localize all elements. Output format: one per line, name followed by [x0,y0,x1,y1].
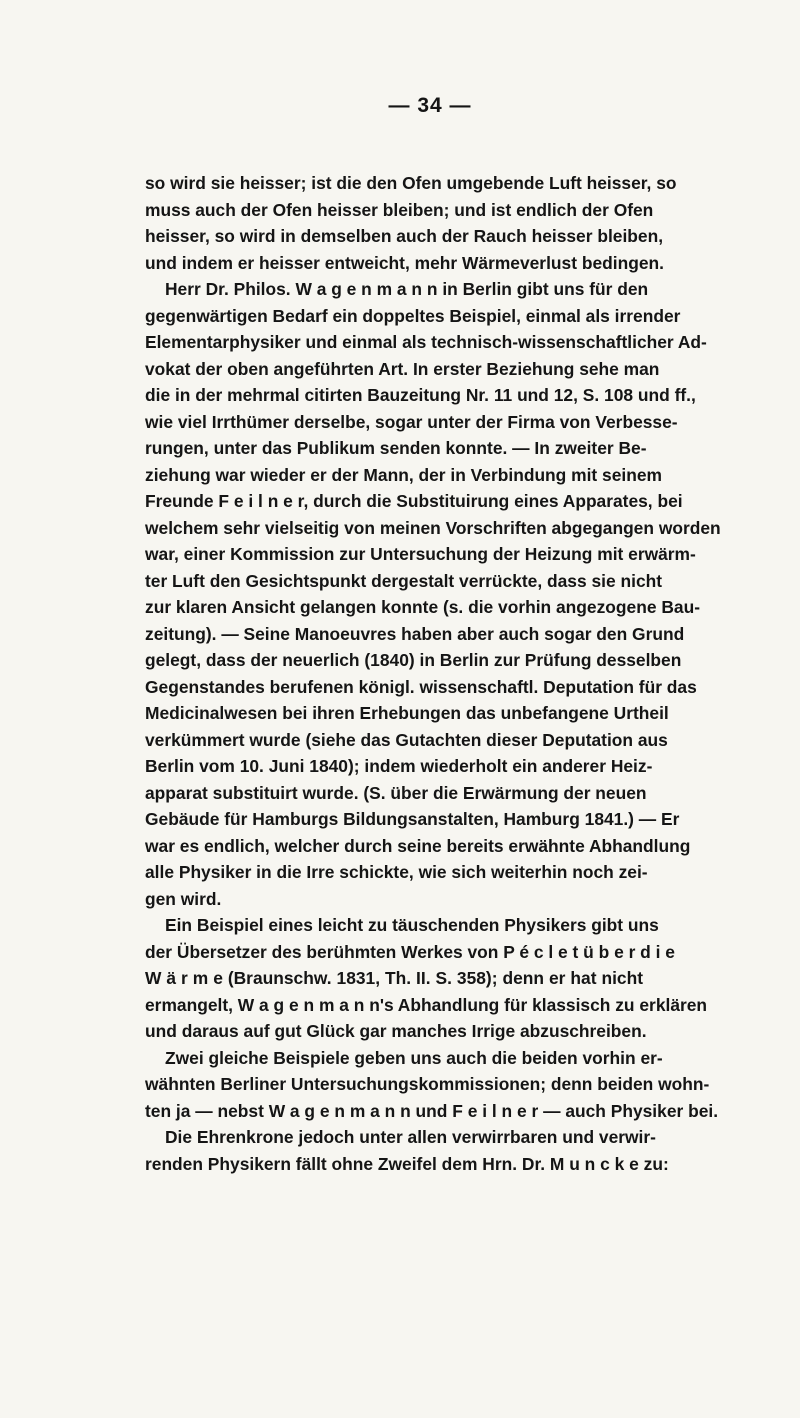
text-line: die in der mehrmal citirten Bauzeitung Nr. 11 und 12, S. 108 und ff., [145,385,696,405]
text-line: Zwei gleiche Beispiele geben uns auch die beiden vorhin er- [165,1047,663,1068]
text-line: Ein Beispiel eines leicht zu täuschenden Physikers gibt uns [165,915,659,935]
text-line: Berlin vom 10. Juni 1840); indem wiederholt ein anderer Heiz- [145,756,653,776]
text-line: zeitung). — Seine Manoeuvres haben aber auch sogar den Grund [145,623,685,644]
text-line: zur klaren Ansicht gelangen konnte (s. die vorhin angezogene Bau- [145,597,700,617]
page-number-header: — 34 — [388,94,472,117]
text-line: war, einer Kommission zur Untersuchung der Heizung mit erwärm- [145,544,696,564]
text-line: ermangelt, W a g e n m a n n's Abhandlung für klassisch zu erklären [145,994,708,1015]
text-line: vokat der oben angeführten Art. In erster Beziehung sehe man [145,358,660,379]
text-line: gegenwärtigen Bedarf ein doppeltes Beispiel, einmal als irrender [145,305,681,326]
text-line: und indem er heisser entweicht, mehr Wärmeverlust bedingen. [145,252,664,273]
text-line: wähnten Berliner Untersuchungskommissionen; denn beiden wohn- [145,1074,710,1094]
text-line: welchem sehr vielseitig von meinen Vorschriften abgegangen worden [145,517,721,538]
text-line: Elementarphysiker und einmal als technisch-wissenschaftlicher Ad- [145,332,707,352]
text-line: W ä r m e (Braunschw. 1831, Th. II. S. 358); denn er hat nicht [145,968,643,988]
text-line: apparat substituirt wurde. (S. über die Erwärmung der neuen [145,782,647,803]
text-line: gelegt, dass der neuerlich (1840) in Berlin zur Prüfung desselben [145,650,682,670]
text-line: und daraus auf gut Glück gar manches Irrige abzuschreiben. [145,1021,647,1041]
text-line: Gegenstandes berufenen königl. wissenschaftl. Deputation für das [145,676,697,697]
text-line: Herr Dr. Philos. W a g e n m a n n in Berlin gibt uns für den [165,279,649,299]
text-line: Die Ehrenkrone jedoch unter allen verwirrbaren und verwir- [165,1127,656,1147]
text-line: Medicinalwesen bei ihren Erhebungen das unbefangene Urtheil [145,703,669,723]
text-line: Gebäude für Hamburgs Bildungsanstalten, Hamburg 1841.) — Er [145,809,680,829]
text-line: ten ja — nebst W a g e n m a n n und F e i l n e r — auch Physiker bei. [145,1100,719,1121]
text-line: muss auch der Ofen heisser bleiben; und ist endlich der Ofen [145,199,654,220]
text-line: so wird sie heisser; ist die den Ofen umgebende Luft heisser, so [145,173,677,193]
text-line: heisser, so wird in demselben auch der Rauch heisser bleiben, [145,226,664,246]
text-line: alle Physiker in die Irre schickte, wie sich weiterhin noch zei- [145,862,648,882]
body-text [145,170,721,1177]
text-line: renden Physikern fällt ohne Zweifel dem Hrn. Dr. M u n c k e zu: [145,1153,669,1174]
text-line: Freunde F e i l n e r, durch die Substituirung eines Apparates, bei [145,491,683,511]
text-line: war es endlich, welcher durch seine bereits erwähnte Abhandlung [145,835,691,856]
text-line: ziehung war wieder er der Mann, der in Verbindung mit seinem [145,464,662,485]
text-line: wie viel Irrthümer derselbe, sogar unter der Firma von Verbesse- [145,411,678,432]
text-line: rungen, unter das Publikum senden konnte. — In zweiter Be- [145,438,647,458]
text-line: der Übersetzer des berühmten Werkes von P é c l e t ü b e r d i e [145,941,675,962]
text-line: verkümmert wurde (siehe das Gutachten dieser Deputation aus [145,729,668,750]
text-line: ter Luft den Gesichtspunkt dergestalt verrückte, dass sie nicht [145,570,663,591]
text-line: gen wird. [145,888,222,909]
